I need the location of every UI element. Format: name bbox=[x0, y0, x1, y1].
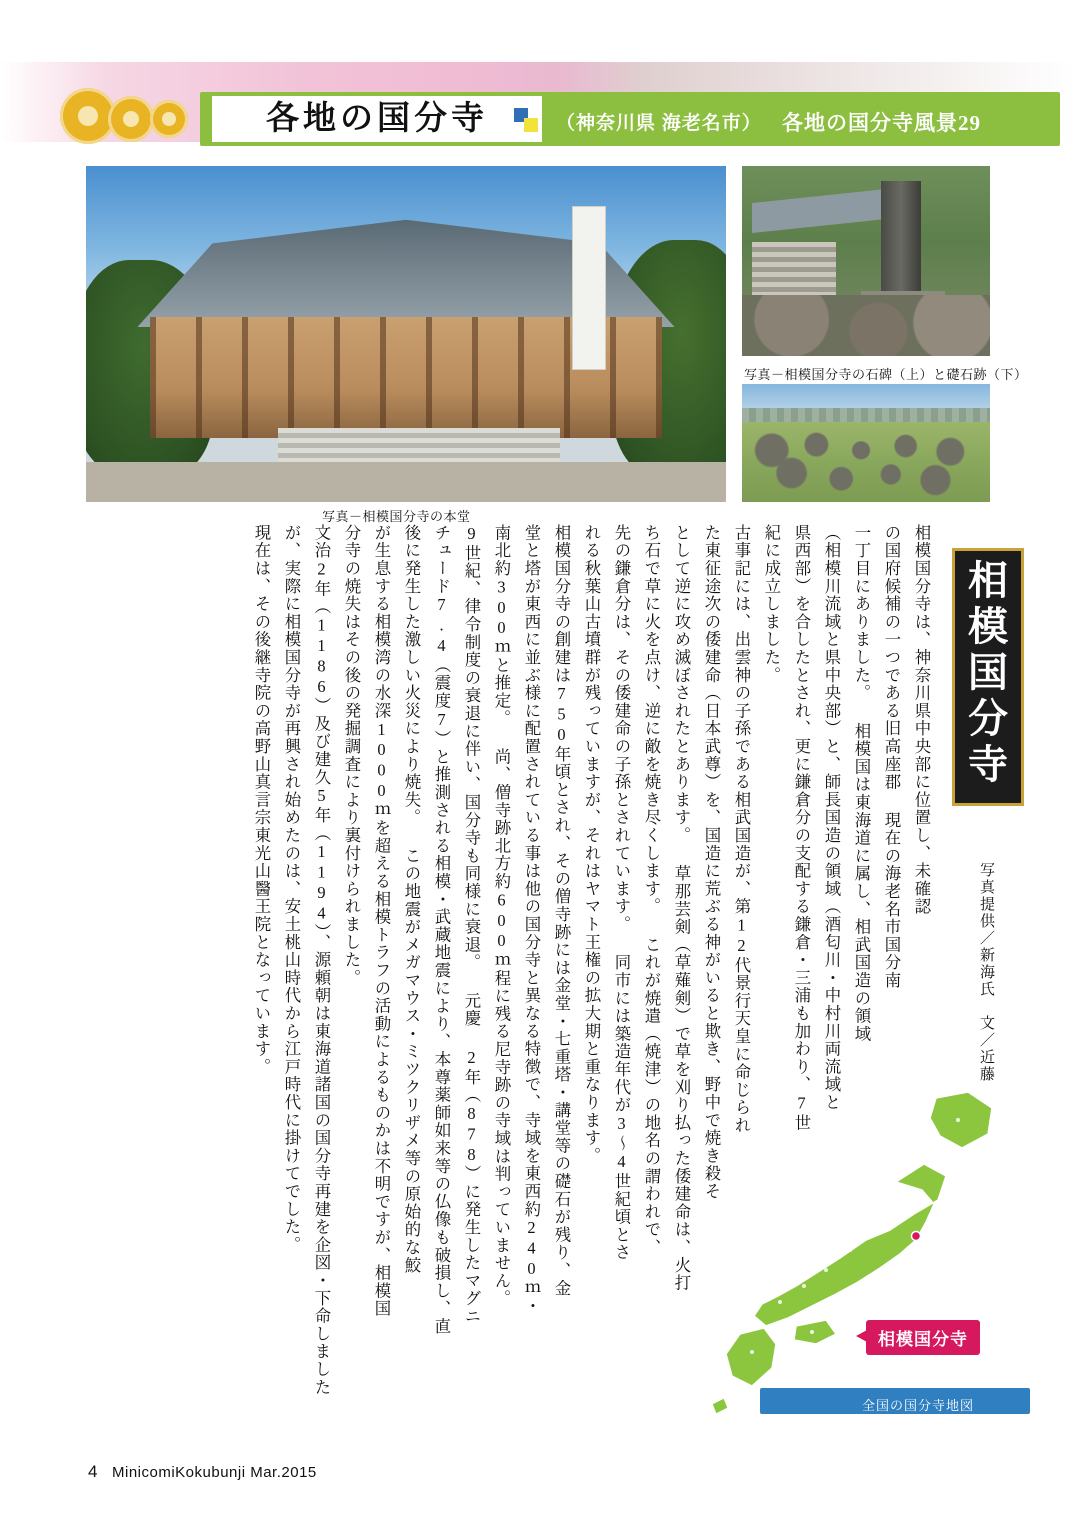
article-column: 文治2年（1186）及び建久5年（1194）、源頼朝は東海道諸国の国分寺再建を企図・下命しました bbox=[312, 524, 331, 1397]
map-marker-sagami bbox=[912, 1232, 921, 1241]
article-column: チュード7.4（震度7）と推測される相模・武蔵地震により、本尊薬師如来等の仏像も破損し、直 bbox=[432, 524, 451, 1336]
foundation-stone-site-photo bbox=[742, 384, 990, 502]
map-callout-label: 相模国分寺 bbox=[866, 1320, 980, 1355]
article-column: の国府候補の一つである旧高座郡 現在の海老名市国分南 bbox=[882, 524, 901, 990]
stele-photo-caption: 写真－相模国分寺の石碑（上）と礎石跡（下） bbox=[744, 367, 1028, 382]
temple-name-title: 相模国分寺 bbox=[962, 559, 1008, 789]
article-column: れる秋葉山古墳群が残っていますが、それはヤマト王権の拡大期と重なります。 bbox=[582, 524, 601, 1165]
publication-name: MinicomiKokubunji Mar.2015 bbox=[112, 1464, 317, 1481]
article-column: が、実際に相模国分寺が再興され始めたのは、安土桃山時代から江戸時代に掛けてでした。 bbox=[282, 524, 301, 1254]
header-series-label: 各地の国分寺風景29 bbox=[782, 111, 981, 135]
article-column: 分寺の焼失はその後の発掘調査により裏付けられました。 bbox=[342, 524, 361, 987]
two-tone-square-icon bbox=[514, 108, 538, 132]
main-photo-caption: 写真－相模国分寺の本堂 bbox=[322, 509, 471, 524]
article-column: 相模国分寺の創建は750年頃とされ、その僧寺跡には金堂・七重塔・講堂等の礎石が残り、金 bbox=[552, 524, 571, 1298]
stone-monument-photo bbox=[742, 166, 990, 356]
article-column: 南北約300ｍと推定。 尚、僧寺跡北方約600ｍ程に残る尼寺跡の寺域は判っていません。 bbox=[492, 524, 511, 1308]
article-column: 県西部）を合したとされ、更に鎌倉分の支配する鎌倉・三浦も加わり、7世 bbox=[792, 524, 811, 1132]
main-temple-photo bbox=[86, 166, 726, 502]
article-column: （相模川流域と県中央部）と、師長国造の領域（酒匂川・中村川両流域と bbox=[822, 524, 841, 1112]
chrysanthemum-crest-icon bbox=[108, 96, 154, 142]
article-column: ち石で草に火を点け、逆に敵を焼き尽くします。 これが焼遣（焼津）の地名の謂われで、 bbox=[642, 524, 661, 1257]
article-column: 一丁目にありました。 相模国は東海道に属し、相武国造の領域 bbox=[852, 524, 871, 1043]
article-column: 堂と塔が東西に並ぶ様に配置されている事は他の国分寺と異なる特徴で、寺域を東西約240ｍ・ bbox=[522, 524, 541, 1315]
article-column: た東征途次の倭建命（日本武尊）を、国造に荒ぶる神がいると欺き、野中で焼き殺そ bbox=[702, 524, 721, 1201]
photo-credit: 写真提供／新海氏 文／近藤 bbox=[978, 862, 994, 1083]
article-column: 紀に成立しました。 bbox=[762, 524, 781, 685]
page-number: 4 bbox=[88, 1462, 98, 1481]
article-column: が生息する相模湾の水深1000ｍを超える相模トラフの活動によるものかは不明ですが、相模国 bbox=[372, 524, 391, 1318]
article-column: 後に発生した激しい火災により焼失。 この地震がメガマウス・ミツクリザメ等の原始的な鮫 bbox=[402, 524, 421, 1275]
page-title: 各地の国分寺 bbox=[266, 101, 488, 137]
article-column: 先の鎌倉分は、その倭建命の子孫とされています。 同市には築造年代が3～4世紀頃とさ bbox=[612, 524, 631, 1262]
chrysanthemum-crest-icon bbox=[150, 100, 188, 138]
header-prefecture: （神奈川県 海老名市） bbox=[556, 113, 762, 134]
article-column: 9世紀、律令制度の衰退に伴い、国分寺も同様に衰退。 元慶 2年（878）に発生したマグニ bbox=[462, 524, 481, 1326]
article-column: 現在は、その後継寺院の高野山真言宗東光山醫王院となっています。 bbox=[252, 524, 271, 1076]
article-column: 古事記には、出雲神の子孫である相武国造が、第12代景行天皇に命じられ bbox=[732, 524, 751, 1135]
article-column: として逆に攻め滅ぼされたとあります。 草那芸剣（草薙剣）で草を刈り払った倭建命は、火打 bbox=[672, 524, 691, 1292]
article-column: 相模国分寺は、神奈川県中央部に位置し、未確認 bbox=[912, 524, 931, 916]
map-caption: 全国の国分寺地図 bbox=[862, 1398, 975, 1413]
